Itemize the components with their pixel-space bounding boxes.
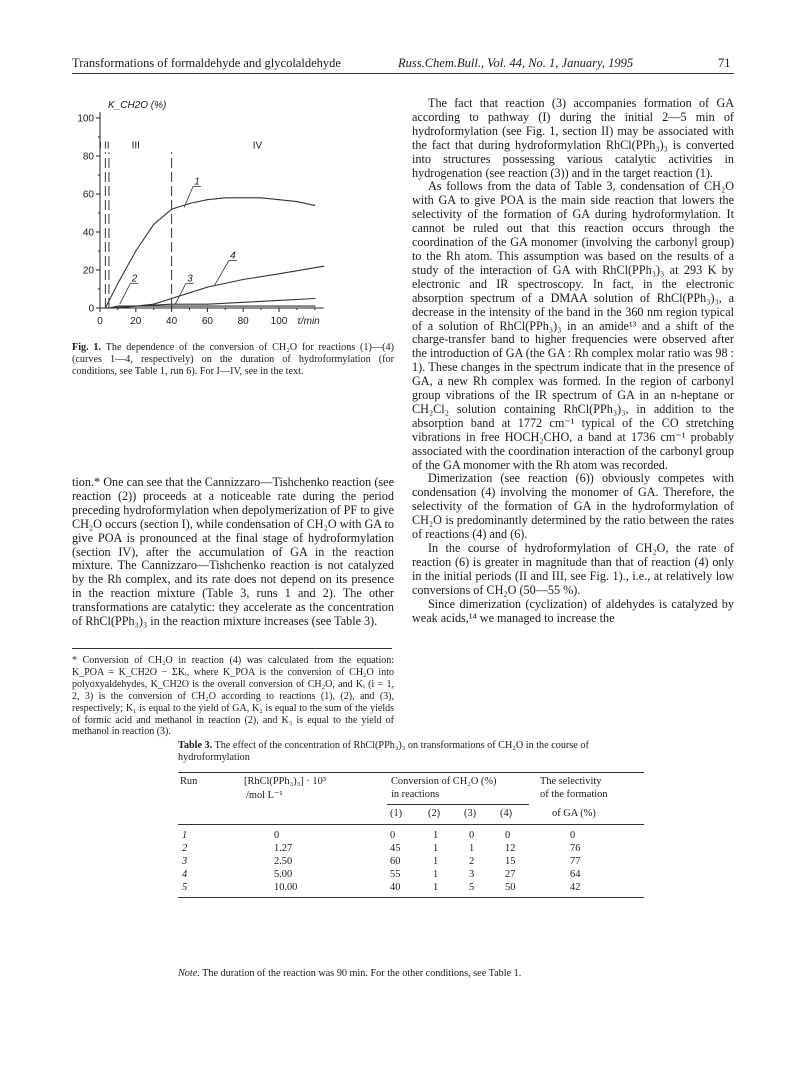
right-paragraph-4: In the course of hydroformylation of CH₂O, the rate of reaction (6) is greater in magnitude than that of reaction (4) only in the initial periods (II and III, see Fig. 1)., i.e., at relatively low conversions of CH₂O (50—55 %).	[412, 541, 734, 597]
table-cell: 60	[390, 856, 401, 867]
curve-1-point	[153, 224, 154, 225]
curve-4-point	[189, 292, 190, 293]
table-header-concentration: [RhCl(PPh₃)₃] · 10³	[244, 776, 326, 787]
curve-1	[105, 198, 314, 308]
table-cell-run: 3	[182, 856, 188, 867]
table-header-run: Run	[180, 776, 198, 787]
table-cell: 55	[390, 869, 401, 880]
x-axis-label: τ/min	[297, 316, 320, 327]
table-caption-label: Table 3.	[178, 740, 213, 751]
table-cell: 10.00	[274, 882, 298, 893]
curve-2-point	[207, 306, 208, 307]
x-tick-label: 60	[201, 316, 213, 327]
curve-1-point	[171, 209, 172, 210]
curve-1-point	[189, 203, 190, 204]
curve-2-point	[314, 306, 315, 307]
curve-1-point	[207, 199, 208, 200]
table-bottom-rule	[178, 897, 644, 898]
table-sub-3: (3)	[464, 808, 477, 819]
table-cell-run: 1	[182, 830, 188, 841]
table-sub-1: (1)	[390, 808, 403, 819]
figure-caption-text: The dependence of the conversion of CH₂O for reactions (1)—(4) (curves 1—4, respectively) on the duration of hydroformylation (for conditions, see Table 1, run 6). For I—IV, see in the text.	[72, 342, 394, 377]
table-cell: 0	[570, 830, 576, 841]
table-cell: 1	[433, 869, 439, 880]
curve-3-point	[243, 302, 244, 303]
table-cell: 27	[505, 869, 516, 880]
table-cell: 50	[505, 882, 516, 893]
curve-1-point	[105, 307, 106, 308]
curve-1-point	[243, 197, 244, 198]
curve-4-point	[243, 279, 244, 280]
table-header-concentration-unit: /mol L⁻¹	[246, 790, 283, 801]
right-paragraph-5: Since dimerization (cyclization) of aldehydes is catalyzed by weak acids,¹⁴ we managed to increase the	[412, 596, 734, 625]
curve-4	[118, 266, 324, 308]
header-rule	[72, 73, 734, 74]
table-note-label: Note.	[178, 968, 200, 979]
right-paragraph-1: The fact that reaction (3) accompanies formation of GA according to pathway (I) during the initial 2—5 min of hydroformylation (see Fig. 1, section II) may be associated with the fact that during hydroformylation RhCl(PPh₃)₃ is converted into structures possessing various catalytic activities in hydrogenation (see reaction (3)) and in the target reaction (1).	[412, 96, 734, 180]
curve-label: 3	[187, 273, 193, 285]
curve-4-point	[323, 266, 324, 267]
chart-marks	[105, 176, 325, 308]
table-cell: 76	[570, 843, 581, 854]
table-cell-run: 5	[182, 882, 188, 893]
table-cell: 12	[505, 843, 516, 854]
table-cell: 40	[390, 882, 401, 893]
curve-3-point	[108, 307, 109, 308]
curve-1-point	[225, 197, 226, 198]
x-tick-label: 40	[166, 316, 178, 327]
running-header-journal: Russ.Chem.Bull., Vol. 44, No. 1, January, 1995	[398, 56, 634, 70]
table-cell-run: 2	[182, 843, 188, 854]
curve-2-point	[243, 306, 244, 307]
table-cell: 42	[570, 882, 581, 893]
page-number: 71	[718, 56, 731, 70]
curve-1-point	[296, 201, 297, 202]
section-label: I	[98, 140, 102, 152]
curve-label: 4	[230, 250, 236, 262]
table-3	[178, 772, 644, 1072]
table-note-text: The duration of the reaction was 90 min. For the other conditions, see Table 1.	[202, 968, 522, 979]
section-label: III	[131, 140, 140, 152]
table-cell: 3	[469, 869, 475, 880]
curve-4-point	[278, 273, 279, 274]
table-sub-4: (4)	[500, 808, 513, 819]
left-paragraph-1: tion.* One can see that the Cannizzaro—Tishchenko reaction (see reaction (2)) proceeds at a noticeable rate during the period preceding hydroformylation when depolymerization of PF to give CH₂O occurs (section I), while condensation of CH₂O with GA to give POA is pronounced at the final stage of hydroformylation (section IV), after the accumulation of GA in the reaction mixture. The Cannizzaro—Tishchenko reaction is not catalyzed by the Rh complex, and its rate does not depend on its presence in the reaction mixture (Table 3, runs 1 and 2). The other transformations are catalytic: they accelerate as the concentration of RhCl(PPh₃)₃ in the reaction mixture increases (see Table 3).	[72, 475, 394, 629]
table-sub-2: (2)	[428, 808, 441, 819]
x-tick-label: 20	[130, 316, 142, 327]
table-cell: 1	[433, 882, 439, 893]
curve-3-point	[171, 304, 172, 305]
table-cell: 64	[570, 869, 581, 880]
curve-3-point	[314, 298, 315, 299]
curve-label: 2	[131, 273, 138, 285]
right-paragraph-2: As follows from the data of Table 3, condensation of CH₂O with GA to give POA is the main side reaction that lowers the selectivity of the formation of GA during hydroformylation. It cannot be ruled out that this reaction occurs through the coordination of the GA monomer (involving the carbonyl group) to the Rh atom. This assumption was based on the results of a study of the interaction of GA with RhCl(PPh₃)₃ at 293 K by electronic and IR spectroscopy. In fact, in the electronic absorption spectrum of a DMAA solution of RhCl(PPh₃)₃, a decrease in the intensity of the band in the 360 nm region typical of a solution of RhCl(PPh₃)₃ in an amide¹³ and a shift of the charge-transfer band to higher frequencies were observed after the introduction of GA (the GA : Rh complex molar ratio was 98 : 1). These changes in the spectrum indicate that in the presence of GA, a new Rh complex was formed. In the region of carbonyl group vibrations of the IR spectrum of GA in an n-heptane or CH₂Cl₂ solution containing RhCl(PPh₃)₃, in addition to the absorption band at 1772 cm⁻¹ typical of the CO stretching vibrations in free HOCH₂CHO, a band at 1736 cm⁻¹ probably associated with the coordination interaction of the carbonyl group of the GA monomer with the Rh atom was recorded.	[412, 179, 734, 472]
y-tick-label: 60	[82, 189, 94, 201]
curve-label-leader	[120, 283, 131, 304]
table-caption	[178, 740, 658, 764]
table-header-selectivity: The selectivity	[540, 776, 602, 787]
figure-caption	[72, 342, 394, 378]
y-tick-label: 20	[82, 265, 94, 277]
table-cell: 15	[505, 856, 516, 867]
section-label: II	[104, 140, 110, 152]
footnote-rule	[72, 648, 392, 649]
table-cell: 5	[469, 882, 475, 893]
curve-label-leader	[175, 283, 186, 304]
curve-1-point	[135, 250, 136, 251]
x-tick-label: 80	[237, 316, 249, 327]
curve-2-point	[171, 306, 172, 307]
table-cell: 2	[469, 856, 475, 867]
table-header-selectivity-2: of the formation	[540, 789, 608, 800]
chart-axes	[77, 100, 323, 327]
table-cell: 45	[390, 843, 401, 854]
running-header-title: Transformations of formaldehyde and glycolaldehyde	[72, 56, 341, 70]
curve-4-point	[207, 287, 208, 288]
curve-1-point	[117, 283, 118, 284]
figure-caption-label: Fig. 1.	[72, 342, 102, 353]
left-column	[72, 476, 394, 629]
right-column	[412, 97, 734, 625]
curve-1-point	[261, 197, 262, 198]
table-cell: 0	[390, 830, 396, 841]
table-subheader-rule	[387, 804, 529, 805]
right-paragraph-3: Dimerization (see reaction (6)) obviously competes with condensation (4) involving the monomer of GA. Therefore, the selectivity of the formation of GA in the hydroformylation of CH₂O is predominantly determined by the ratio between the rates of reactions (4) and (6).	[412, 471, 734, 542]
table-cell: 5.00	[274, 869, 293, 880]
y-tick-label: 100	[77, 113, 94, 125]
table-cell: 77	[570, 856, 581, 867]
table-top-rule	[178, 772, 644, 773]
curve-4-point	[117, 307, 118, 308]
x-tick-label: 0	[97, 316, 103, 327]
y-tick-label: 0	[88, 303, 94, 315]
curve-4-point	[153, 304, 154, 305]
table-caption-text: The effect of the concentration of RhCl(PPh₃)₃ on transformations of CH₂O in the course of hydroformylation	[178, 740, 589, 763]
table-header-reactions: in reactions	[391, 789, 440, 800]
curve-3-point	[207, 304, 208, 305]
table-cell: 1	[469, 843, 475, 854]
y-tick-label: 40	[82, 227, 94, 239]
table-cell: 2.50	[274, 856, 293, 867]
figure-1-chart	[64, 96, 404, 336]
table-cell: 1	[433, 830, 439, 841]
y-tick-label: 80	[82, 151, 94, 163]
table-header-selectivity-3: of GA (%)	[552, 808, 596, 819]
table-cell: 0	[505, 830, 511, 841]
y-axis-label: K_CH2O (%)	[108, 100, 167, 111]
table-cell: 1.27	[274, 843, 293, 854]
table-header-rule	[178, 824, 644, 825]
footnote: * Conversion of CH₂O in reaction (4) was calculated from the equation: K_POA = K_CH2O − ΣKᵢ, where K_POA is the conversion of CH₂O into polyoxyaldehydes, K_CH2O is the overall conversion of CH₂O, and Kᵢ (i = 1, 2, 3) is the conversion of CH₂O according to reactions (1), (2), and (3), respectively; K₁ is equal to the yield of GA, K₂ is equal to the sum of the yields of formic acid and methanol in reaction (2), and K₃ is equal to the yield of methanol in reaction (3).	[72, 655, 394, 738]
curve-3-point	[278, 300, 279, 301]
curve-label: 1	[194, 176, 200, 188]
table-cell: 0	[469, 830, 475, 841]
table-cell: 1	[433, 843, 439, 854]
curve-2-point	[278, 306, 279, 307]
x-tick-label: 100	[270, 316, 288, 327]
curve-1-point	[314, 205, 315, 206]
curve-2-point	[117, 306, 118, 307]
table-cell-run: 4	[182, 869, 188, 880]
section-label: IV	[252, 140, 263, 152]
table-cell: 0	[274, 830, 280, 841]
curve-label-leader	[215, 261, 229, 286]
curve-1-point	[278, 199, 279, 200]
table-note	[178, 968, 521, 979]
table-header-conversion: Conversion of CH₂O (%)	[391, 776, 497, 787]
curve-4-point	[171, 298, 172, 299]
table-cell: 1	[433, 856, 439, 867]
